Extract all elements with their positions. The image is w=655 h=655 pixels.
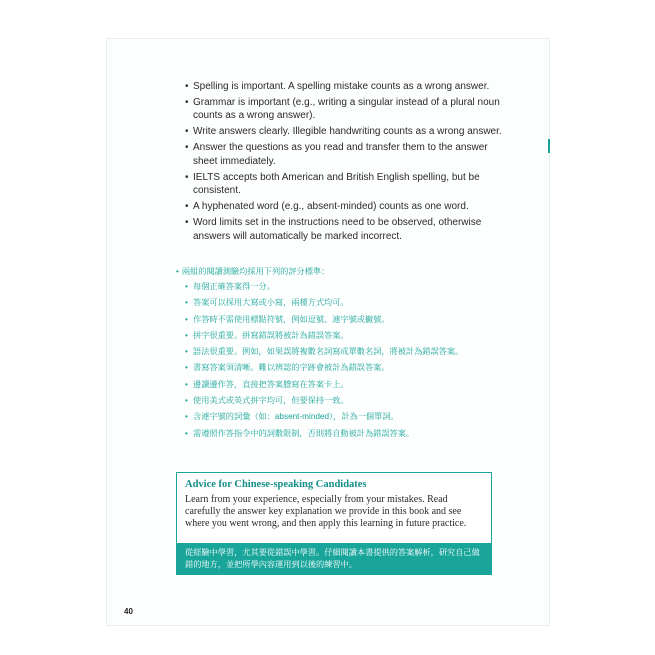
advice-box (176, 472, 492, 575)
advice-title: Advice for Chinese-speaking Candidates (185, 479, 367, 490)
list-item: • 語法很重要。例如，如果誤將複數名詞寫成單數名詞，將被計為錯誤答案。 (185, 347, 505, 357)
list-item: • Spelling is important. A spelling mistake counts as a wrong answer. (185, 80, 505, 93)
list-item: • Word limits set in the instructions need to be observed, otherwise answers will automatically be marked incorrect. (185, 216, 505, 243)
list-item: • Grammar is important (e.g., writing a singular instead of a plural noun counts as a wrong answer). (185, 96, 505, 123)
list-item: • Answer the questions as you read and transfer them to the answer sheet immediately. (185, 141, 505, 168)
list-item: • 邊讀邊作答，直接把答案謄寫在答案卡上。 (185, 380, 505, 390)
advice-chinese-text: 從經驗中學習，尤其要從錯誤中學習。仔細閱讀本書提供的答案解析，研究自己做錯的地方，並把所學內容運用到以後的練習中。 (185, 548, 480, 569)
margin-marker (548, 139, 550, 153)
list-item: • 答案可以採用大寫或小寫，兩種方式均可。 (185, 298, 505, 308)
chinese-scoring-rules (185, 282, 505, 445)
list-item: • 每個正確答案得一分。 (185, 282, 505, 292)
list-item: • 需遵照作答指令中的詞數限制，否則將自動被計為錯誤答案。 (185, 429, 505, 439)
list-item: • 拼字很重要。拼寫錯誤將被計為錯誤答案。 (185, 331, 505, 341)
page-number: 40 (124, 607, 133, 616)
list-item: • 書寫答案須清晰。難以辨認的字跡會被計為錯誤答案。 (185, 363, 505, 373)
advice-body: Learn from your experience, especially from your mistakes. Read carefully the answer key explanation we provide in this book and see where you went wrong, and then apply this learning in future practice. (185, 494, 467, 529)
advice-chinese-band (177, 543, 491, 575)
list-item: • A hyphenated word (e.g., absent-minded) counts as one word. (185, 200, 505, 213)
list-item: • 作答時不需使用標點符號，例如逗號、連字號或撇號。 (185, 315, 505, 325)
list-item: • 使用美式或英式拼字均可，但要保持一致。 (185, 396, 505, 406)
list-item: • IELTS accepts both American and British English spelling, but be consistent. (185, 171, 505, 198)
list-item: • 含連字號的詞彙（如：absent-minded），計為一個單詞。 (185, 412, 505, 422)
list-item: • Write answers clearly. Illegible handwriting counts as a wrong answer. (185, 125, 505, 138)
chinese-heading-text: 兩組的閱讀測驗均採用下列的評分標準： (181, 267, 330, 276)
english-scoring-rules (185, 80, 505, 246)
chinese-heading (176, 266, 329, 277)
bullet-icon: • (176, 267, 179, 276)
